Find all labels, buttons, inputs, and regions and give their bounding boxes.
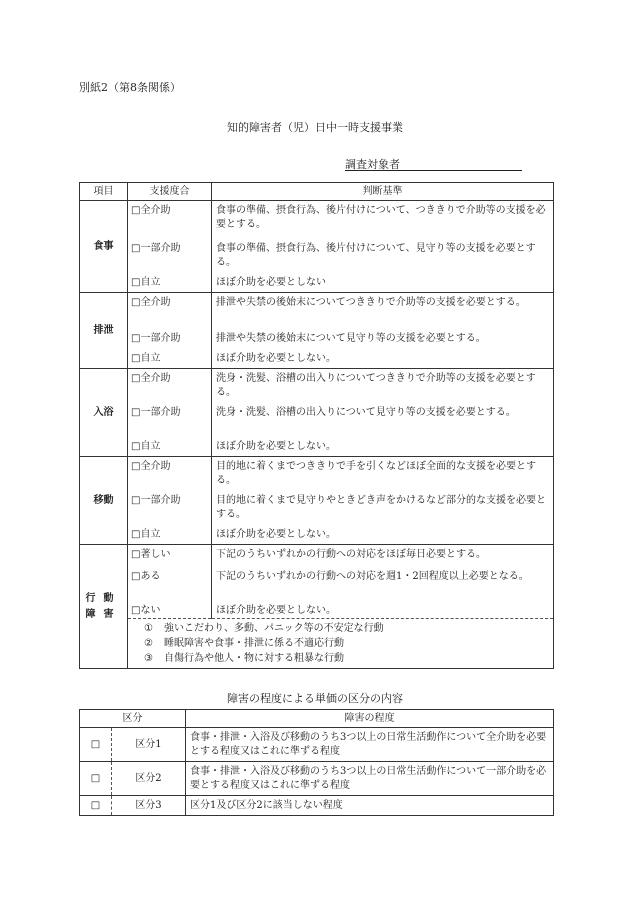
criterion-text: 食事の準備、摂食行為、後片付けについて、つききりで介助等の支援を必要とする。 xyxy=(212,201,554,239)
item-excretion: 排泄 xyxy=(80,293,128,369)
document-title: 知的障害者（児）日中一時支援事業 xyxy=(227,121,403,134)
criterion-text: 食事の準備、摂食行為、後片付けについて、見守り等の支援を必要とする。 xyxy=(212,239,554,273)
grade-table xyxy=(79,709,554,816)
grade-name: 区分2 xyxy=(112,762,186,796)
criterion-text: 排泄や失禁の後始末について見守り等の支援を必要とする。 xyxy=(212,329,554,349)
level-checkbox[interactable]: □一部介助 xyxy=(128,239,212,273)
assessment-table xyxy=(79,182,554,669)
header-severity: 障害の程度 xyxy=(186,710,554,728)
item-meal: 食事 xyxy=(80,201,128,293)
level-checkbox[interactable]: □全介助 xyxy=(128,201,212,239)
grade-description: 区分1及び区分2に該当しない程度 xyxy=(186,796,554,816)
item-behavior-disorder xyxy=(80,545,128,669)
level-checkbox[interactable]: □自立 xyxy=(128,349,212,369)
criterion-text: 下記のうちいずれかの行動への対応をほぼ毎日必要とする。 xyxy=(212,545,554,567)
survey-target-field[interactable] xyxy=(345,170,522,171)
note-item: ② 睡眠障害や食事・排泄に係る不適応行動 xyxy=(144,638,344,649)
level-checkbox[interactable]: □ない xyxy=(128,601,212,619)
header-item: 項目 xyxy=(80,183,128,201)
grade-description: 食事・排泄・入浴及び移動のうち3つ以上の日常生活動作について全介助を必要とする程度又はこれに準ずる程度 xyxy=(186,728,554,762)
level-checkbox[interactable]: □著しい xyxy=(128,545,212,567)
header-support-level: 支援度合 xyxy=(128,183,212,201)
criterion-text: ほぼ介助を必要としない。 xyxy=(212,349,554,369)
behavior-label-line1: 行動 xyxy=(85,592,122,604)
criterion-text: 目的地に着くまで見守りやときどき声をかけるなど部分的な支援を必要とする。 xyxy=(212,491,554,525)
level-checkbox[interactable]: □ある xyxy=(128,567,212,601)
level-checkbox[interactable]: □一部介助 xyxy=(128,491,212,525)
criterion-text: 排泄や失禁の後始末についてつききりで介助等の支援を必要とする。 xyxy=(212,293,554,329)
level-checkbox[interactable]: □自立 xyxy=(128,525,212,545)
level-checkbox[interactable]: □一部介助 xyxy=(128,329,212,349)
item-mobility: 移動 xyxy=(80,457,128,545)
grade-name: 区分1 xyxy=(112,728,186,762)
item-bathing: 入浴 xyxy=(80,369,128,457)
level-checkbox[interactable]: □全介助 xyxy=(128,369,212,403)
criterion-text: ほぼ介助を必要としない xyxy=(212,273,554,293)
grade-name: 区分3 xyxy=(112,796,186,816)
note-item: ① 強いこだわり、多動、パニック等の不安定な行動 xyxy=(144,623,384,634)
survey-target-label: 調査対象者 xyxy=(345,158,400,171)
grade-description: 食事・排泄・入浴及び移動のうち3つ以上の日常生活動作について一部介助を必要とする程度又はこれに準ずる程度 xyxy=(186,762,554,796)
level-checkbox[interactable]: □全介助 xyxy=(128,293,212,329)
behavior-notes xyxy=(128,619,554,669)
criterion-text: 目的地に着くまでつききりで手を引くなどほぼ全面的な支援を必要とする。 xyxy=(212,457,554,491)
criterion-text: ほぼ介助を必要としない。 xyxy=(212,601,554,619)
criterion-text: ほぼ介助を必要としない。 xyxy=(212,437,554,457)
annex-label: 別紙2（第8条関係） xyxy=(79,81,181,94)
header-criteria: 判断基準 xyxy=(212,183,554,201)
criterion-text: 洗身・洗髪、浴槽の出入りについてつききりで介助等の支援を必要とする。 xyxy=(212,369,554,403)
criterion-text: 下記のうちいずれかの行動への対応を週1・2回程度以上必要となる。 xyxy=(212,567,554,601)
level-checkbox[interactable]: □自立 xyxy=(128,273,212,293)
criterion-text: 洗身・洗髪、浴槽の出入りについて見守り等の支援を必要とする。 xyxy=(212,403,554,437)
level-checkbox[interactable]: □自立 xyxy=(128,437,212,457)
note-item: ③ 自傷行為や他人・物に対する粗暴な行動 xyxy=(144,653,344,664)
grade-checkbox[interactable]: □ xyxy=(80,796,112,816)
behavior-label-line2: 障害 xyxy=(85,608,122,620)
criterion-text: ほぼ介助を必要としない。 xyxy=(212,525,554,545)
header-grade: 区分 xyxy=(80,710,186,728)
grade-table-title: 障害の程度による単価の区分の内容 xyxy=(227,692,403,705)
level-checkbox[interactable]: □一部介助 xyxy=(128,403,212,437)
grade-checkbox[interactable]: □ xyxy=(80,728,112,762)
grade-checkbox[interactable]: □ xyxy=(80,762,112,796)
level-checkbox[interactable]: □全介助 xyxy=(128,457,212,491)
